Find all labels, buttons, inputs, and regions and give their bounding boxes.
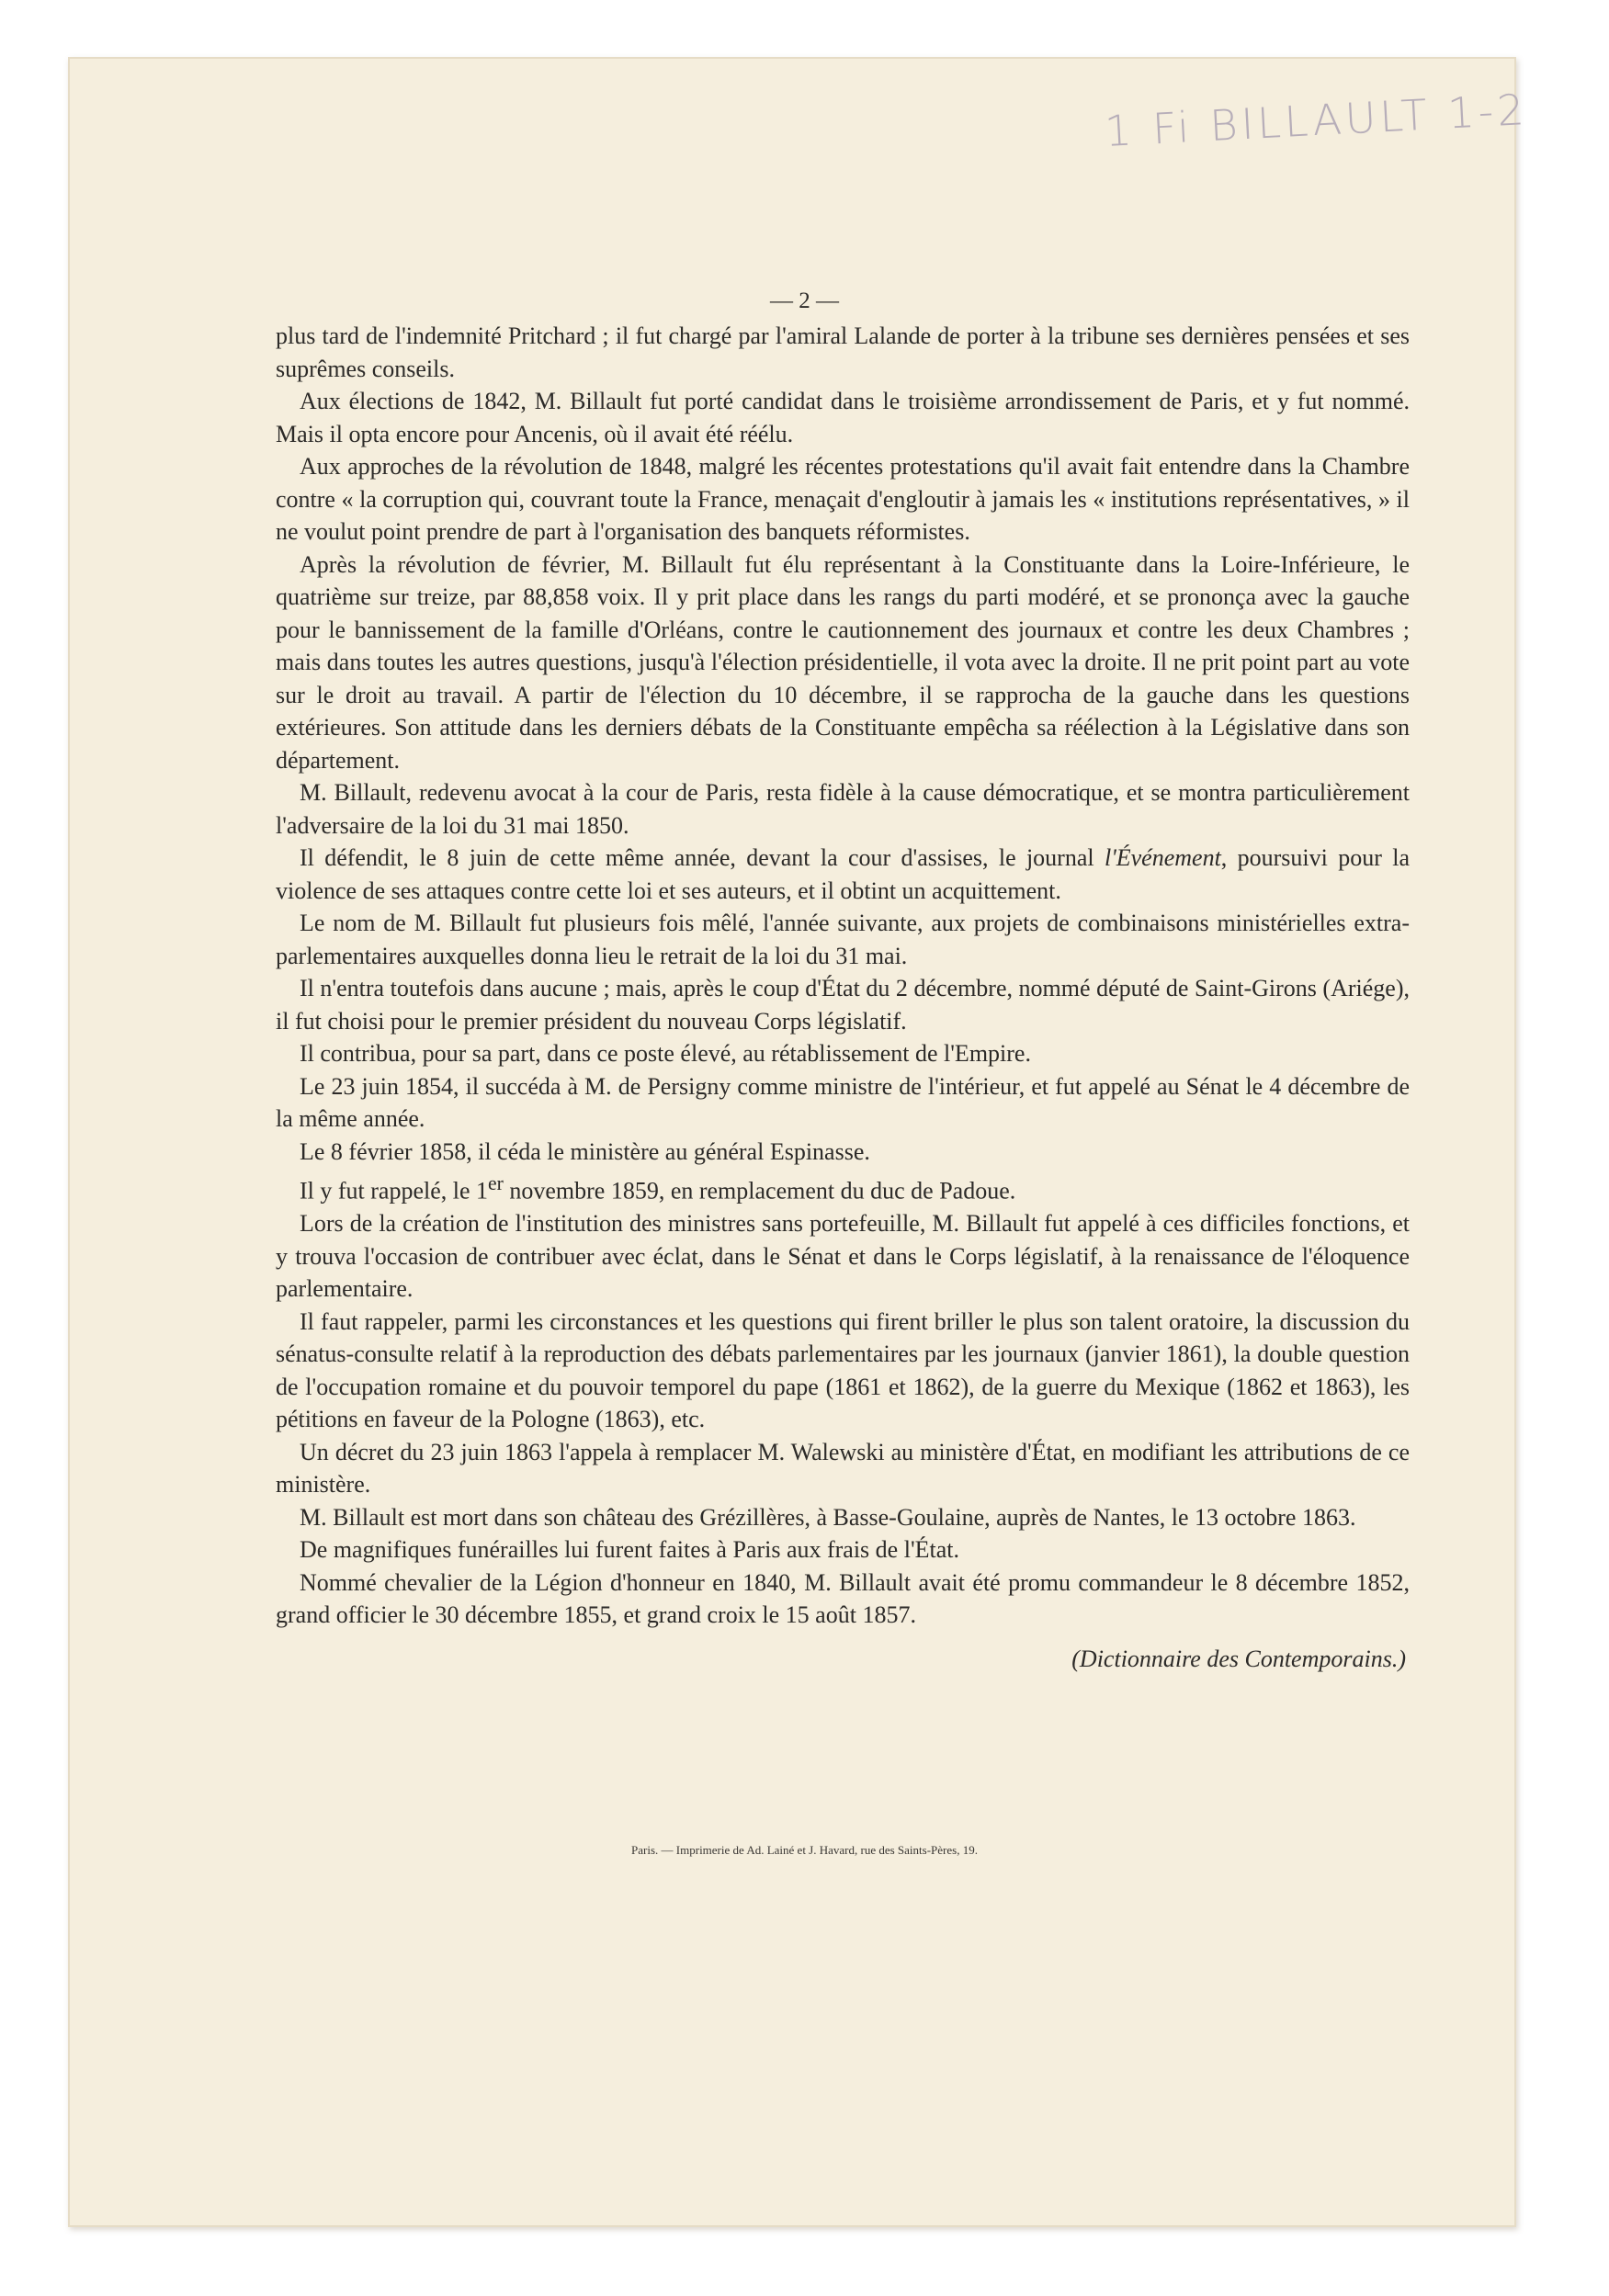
page-number: — 2 — [770, 288, 839, 313]
paragraph: Il n'entra toutefois dans aucune ; mais, après le coup d'État du 2 décembre, nommé député de Saint-Girons (Ariége), il fut choisi pour le premier président du nouveau Corps législatif. [276, 975, 1410, 1035]
paragraph: Aux approches de la révolution de 1848, malgré les récentes protestations qu'il avait fait entendre dans la Chambre contre « la corruption qui, couvrant toute la France, menaçait d'engloutir à jamais les « institutions représentatives, » il ne voulut point prendre de part à l'organisation des banquets réformistes. [276, 453, 1410, 545]
paragraph-text: Il y fut rappelé, le 1 [300, 1177, 489, 1205]
paragraph [276, 842, 1410, 907]
paragraph: Le nom de M. Billault fut plusieurs fois mêlé, l'année suivante, aux projets de combinaisons ministérielles extra-parlementaires auxquelles donna lieu le retrait de la loi du 31 mai. [276, 910, 1410, 969]
paragraph: Le 8 février 1858, il céda le ministère au général Espinasse. [300, 1137, 870, 1165]
paragraph-text: Il défendit, le 8 juin de cette même année, devant la cour d'assises, le journal [300, 844, 1105, 871]
paragraph: Aux élections de 1842, M. Billault fut porté candidat dans le troisième arrondissement de Paris, et y fut nommé. Mais il opta encore pour Ancenis, où il avait été réélu. [276, 388, 1410, 447]
paragraph: Il contribua, pour sa part, dans ce poste élevé, au rétablissement de l'Empire. [300, 1040, 1031, 1067]
paragraph: plus tard de l'indemnité Pritchard ; il fut chargé par l'amiral Lalande de porter à la tribune ses dernières pensées et ses suprêmes conseils. [276, 322, 1410, 382]
paragraph: M. Billault est mort dans son château des Grézillères, à Basse-Goulaine, auprès de Nantes, le 13 octobre 1863. [300, 1503, 1356, 1531]
paragraph: M. Billault, redevenu avocat à la cour de Paris, resta fidèle à la cause démocratique, et se montra particulièrement l'adversaire de la loi du 31 mai 1850. [276, 779, 1410, 839]
ordinal-superscript: er [488, 1172, 504, 1194]
paragraph-text: , poursuivi pour la violence de ses attaques contre cette loi et ses auteurs, et il obtint un acquittement. [276, 844, 1410, 904]
handwritten-shelfmark: 1 Fi BILLAULT 1-2 [1103, 84, 1529, 157]
paragraph: De magnifiques funérailles lui furent faites à Paris aux frais de l'État. [300, 1536, 959, 1564]
source-citation: (Dictionnaire des Contemporains.) [1071, 1645, 1406, 1672]
paragraph [276, 1168, 1410, 1207]
paragraph: Un décret du 23 juin 1863 l'appela à remplacer M. Walewski au ministère d'État, en modifiant les attributions de ce ministère. [276, 1438, 1410, 1499]
body-text [276, 320, 1410, 1675]
paragraph: Lors de la création de l'institution des ministres sans portefeuille, M. Billault fut appelé à ces difficiles fonctions, et y trouva l'occasion de contribuer avec éclat, dans le Sénat et dans le Corps législatif, à la renaissance de l'éloquence parlementaire. [276, 1210, 1410, 1303]
printer-imprint: Paris. — Imprimerie de Ad. Lainé et J. Havard, rue des Saints-Pères, 19. [631, 1843, 978, 1857]
newspaper-title: l'Événement [1104, 844, 1221, 871]
paragraph: Il faut rappeler, parmi les circonstances et les questions qui firent briller le plus son talent oratoire, la discussion du sénatus-consulte relatif à la reproduction des débats parlementaires par les journaux (janvier 1861), la double question de l'occupation romaine et du pouvoir temporel du pape (1861 et 1862), de la guerre du Mexique (1862 et 1863), les pétitions en faveur de la Pologne (1863), etc. [276, 1307, 1410, 1433]
paragraph: Le 23 juin 1854, il succéda à M. de Persigny comme ministre de l'intérieur, et fut appelé au Sénat le 4 décembre de la même année. [276, 1072, 1410, 1132]
paragraph: Après la révolution de février, M. Billault fut élu représentant à la Constituante dans la Loire-Inférieure, le quatrième sur treize, par 88,858 voix. Il y prit place dans les rangs du parti modéré, et se prononça avec la gauche pour le bannissement de la famille d'Orléans, contre le cautionnement des journaux et contre les deux Chambres ; mais dans toutes les autres questions, jusqu'à l'élection présidentielle, il vota avec la droite. Il ne prit point part au vote sur le droit au travail. A partir de l'élection du 10 décembre, il se rapprocha de la gauche dans les questions extérieures. Son attitude dans les derniers débats de la Constituante empêcha sa réélection à la Législative dans son département. [276, 550, 1410, 774]
paragraph-text: novembre 1859, en remplacement du duc de Padoue. [503, 1177, 1016, 1205]
paragraph: Nommé chevalier de la Légion d'honneur en 1840, M. Billault avait été promu commandeur le 8 décembre 1852, grand officier le 30 décembre 1855, et grand croix le 15 août 1857. [276, 1568, 1410, 1629]
